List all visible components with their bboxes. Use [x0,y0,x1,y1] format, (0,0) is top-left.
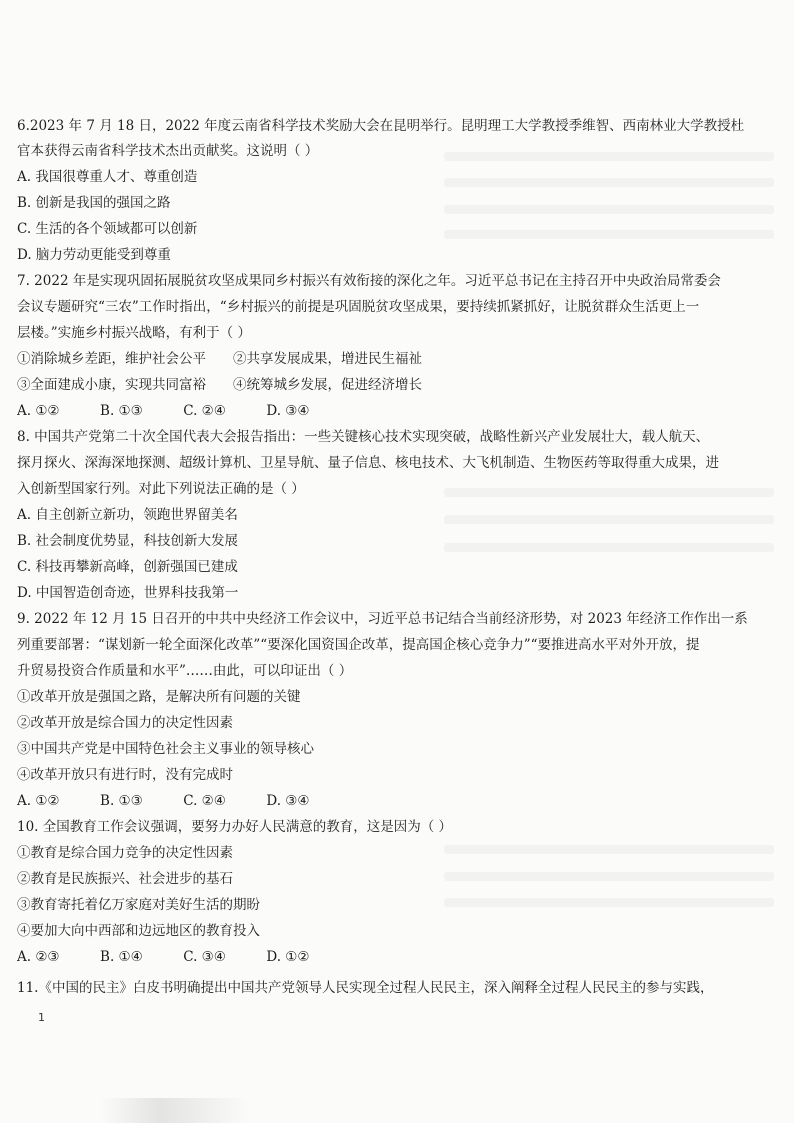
q8-option-d: D. 中国智造创奇迹，世界科技我第一 [17,585,239,601]
q8-option-a: A. 自主创新立新功，领跑世界留美名 [17,507,238,523]
q6-option-b: B. 创新是我国的强国之路 [17,195,171,211]
q9-statement-3: ③中国共产党是中国特色社会主义事业的领导核心 [17,741,314,757]
q8-stem-line-2: 探月探火、深海深地探测、超级计算机、卫星导航、量子信息、核电技术、大飞机制造、生物医药等取得重大成果，进 [17,455,719,471]
q10-statement-1: ①教育是综合国力竞争的决定性因素 [17,845,233,861]
q11-stem-line-1: 11.《中国的民主》白皮书明确提出中国共产党领导人民实现全过程人民民主，深入阐释全过程人民民主的参与实践， [17,980,714,996]
q6-option-d: D. 脑力劳动更能受到尊重 [17,247,171,263]
page-number: 1 [38,1011,45,1024]
q7-stem-line-1: 7. 2022 年是实现巩固拓展脱贫攻坚成果同乡村振兴有效衔接的深化之年。习近平总书记在主持召开中央政治局常委会 [17,273,721,289]
q7-stem-line-3: 层楼。”实施乡村振兴战略，有利于（ ） [17,325,251,341]
q7-options: A. ①② B. ①③ C. ②④ D. ③④ [17,403,310,419]
q8-stem-line-1: 8. 中国共产党第二十次全国代表大会报告指出：一些关键核心技术实现突破，战略性新兴产业发展壮大，载人航天、 [17,429,710,445]
q9-stem-line-2: 列重要部署：“谋划新一轮全面深化改革”“要深化国资国企改革，提高国企核心竞争力”“要推进高水平对外开放，提 [17,637,700,653]
q10-statement-3: ③教育寄托着亿万家庭对美好生活的期盼 [17,897,260,913]
q10-statement-4: ④要加大向中西部和边远地区的教育投入 [17,923,260,939]
q10-options: A. ②③ B. ①④ C. ③④ D. ①② [17,949,310,965]
q10-statement-2: ②教育是民族振兴、社会进步的基石 [17,871,233,887]
q6-option-c: C. 生活的各个领域都可以创新 [17,221,198,237]
q10-stem: 10. 全国教育工作会议强调，要努力办好人民满意的教育，这是因为（ ） [17,819,453,835]
q9-statement-1: ①改革开放是强国之路，是解决所有问题的关键 [17,689,301,705]
q9-options: A. ①② B. ①③ C. ②④ D. ③④ [17,793,310,809]
q8-option-b: B. 社会制度优势显，科技创新大发展 [17,533,239,549]
q8-stem-line-3: 入创新型国家行列。对此下列说法正确的是（ ） [17,481,305,497]
q9-statement-4: ④改革开放只有进行时，没有完成时 [17,767,233,783]
q6-option-a: A. 我国很尊重人才、尊重创造 [17,169,198,185]
q6-stem-line-1: 6.2023 年 7 月 18 日，2022 年度云南省科学技术奖励大会在昆明举行。昆明理工大学教授季维智、西南林业大学教授杜 [17,118,745,134]
q6-stem-line-2: 官本获得云南省科学技术杰出贡献奖。这说明（ ） [17,143,319,159]
q7-statements-1-2: ①消除城乡差距，维护社会公平 ②共享发展成果，增进民生福祉 [17,351,422,367]
scan-smudge [100,1098,250,1123]
q9-stem-line-3: 升贸易投资合作质量和水平”……由此，可以印证出（ ） [17,663,353,679]
q8-option-c: C. 科技再攀新高峰，创新强国已建成 [17,559,238,575]
q9-statement-2: ②改革开放是综合国力的决定性因素 [17,715,233,731]
q9-stem-line-1: 9. 2022 年 12 月 15 日召开的中共中央经济工作会议中，习近平总书记结合当前经济形势，对 2023 年经济工作作出一系 [17,611,748,627]
q7-stem-line-2: 会议专题研究“三农”工作时指出，“乡村振兴的前提是巩固脱贫攻坚成果，要持续抓紧抓好，让脱贫群众生活更上一 [17,299,700,315]
q7-statements-3-4: ③全面建成小康，实现共同富裕 ④统筹城乡发展，促进经济增长 [17,377,422,393]
